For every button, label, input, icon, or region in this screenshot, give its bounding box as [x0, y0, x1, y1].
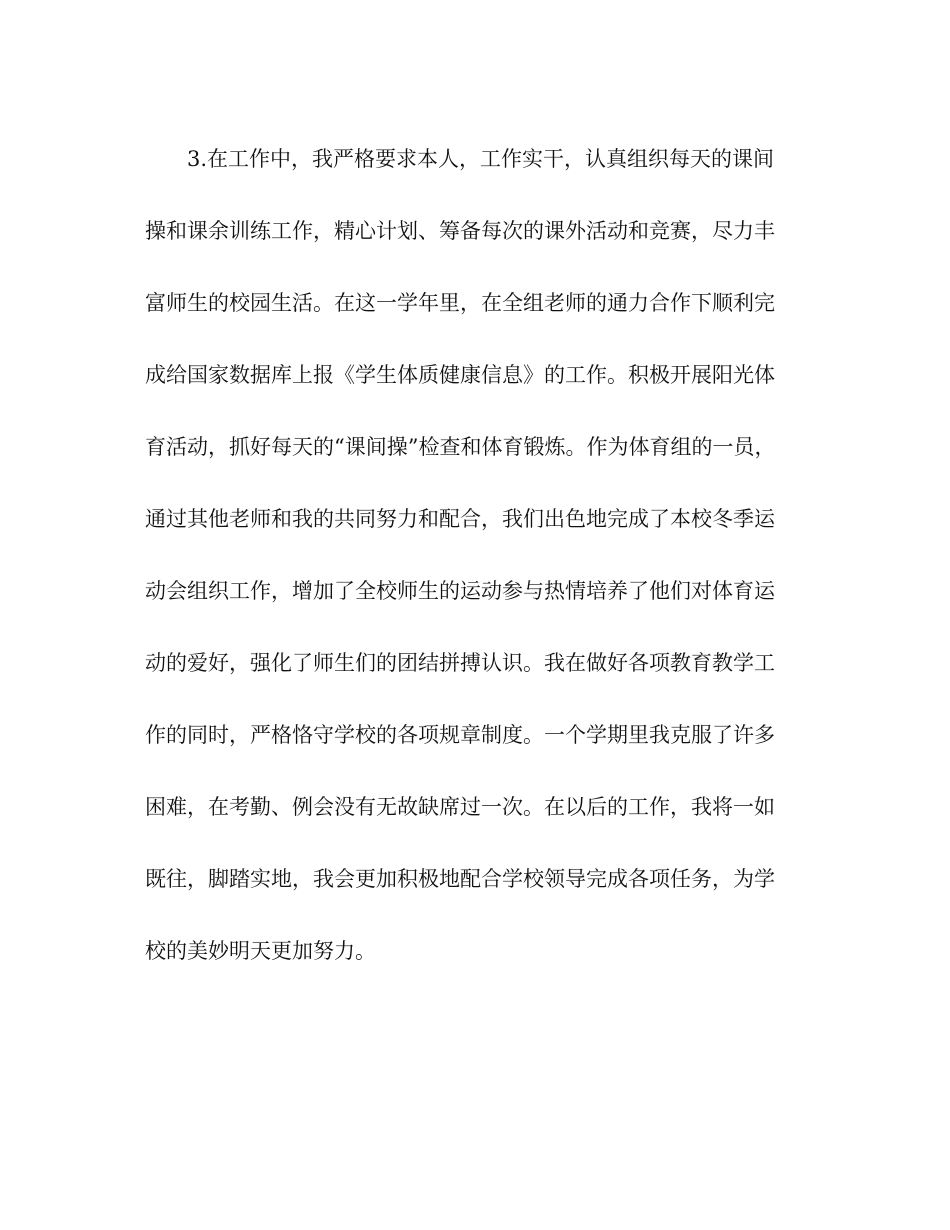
paragraph-line: 困难，在考勤、例会没有无故缺席过一次。在以后的工作，我将一如	[145, 795, 775, 819]
paragraph-line: 作的同时，严格恪守学校的各项规章制度。一个学期里我克服了许多	[145, 723, 775, 747]
paragraph-line: 成给国家数据库上报《学生体质健康信息》的工作。积极开展阳光体	[145, 363, 775, 387]
paragraph	[145, 138, 815, 1002]
paragraph-line: 既往，脚踏实地，我会更加积极地配合学校领导完成各项任务，为学	[145, 867, 775, 891]
paragraph-line: 育活动，抓好每天的“课间操”检查和体育锻炼。作为体育组的一员，	[145, 435, 776, 459]
paragraph-line: 3.在工作中，我严格要求本人，工作实干，认真组织每天的课间	[187, 147, 775, 171]
paragraph-line: 校的美妙明天更加努力。	[145, 939, 376, 963]
paragraph-line: 富师生的校园生活。在这一学年里，在全组老师的通力合作下顺利完	[145, 291, 775, 315]
paragraph-line: 动会组织工作，增加了全校师生的运动参与热情培养了他们对体育运	[145, 579, 775, 603]
paragraph-line: 动的爱好，强化了师生们的团结拼搏认识。我在做好各项教育教学工	[145, 651, 775, 675]
paragraph-line: 通过其他老师和我的共同努力和配合，我们出色地完成了本校冬季运	[145, 507, 775, 531]
paragraph-line: 操和课余训练工作，精心计划、筹备每次的课外活动和竞赛，尽力丰	[145, 219, 775, 243]
